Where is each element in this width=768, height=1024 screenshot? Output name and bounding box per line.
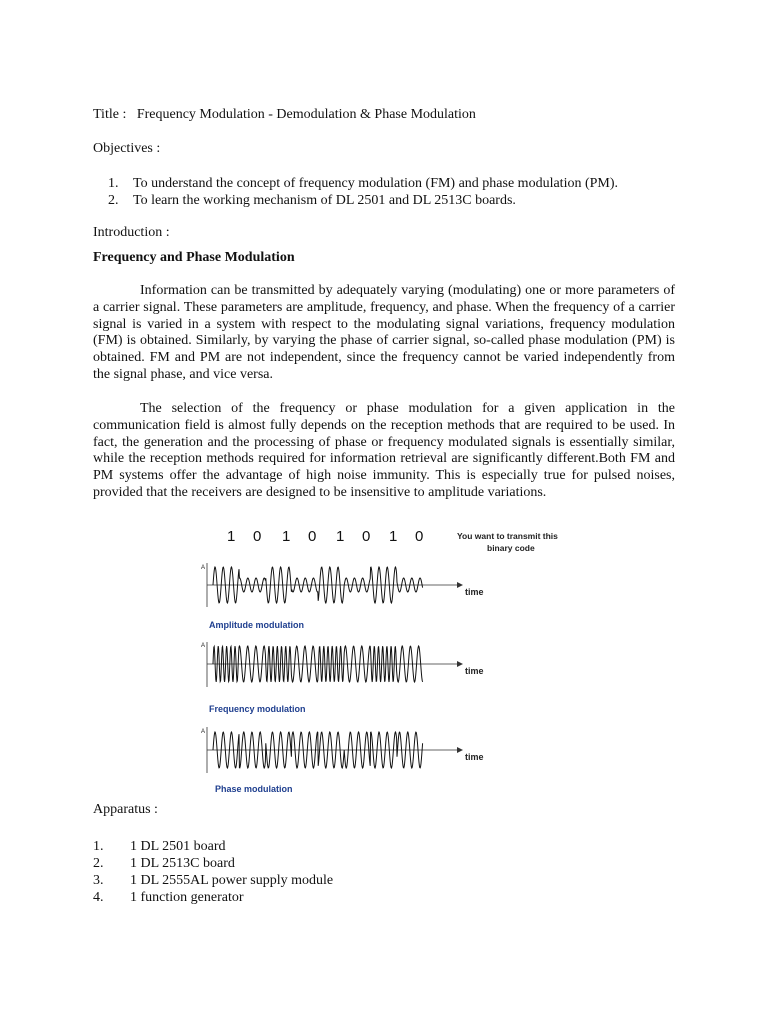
bit-digit: 1 [389,528,398,545]
time-label: time [465,752,484,762]
list-number: 2. [93,856,104,871]
list-number: 2. [108,193,119,208]
bit-digit: 0 [415,528,424,545]
title-line: Title : Frequency Modulation - Demodulation & Phase Modulation [93,107,476,122]
apparatus-list [93,838,333,906]
bit-digit: 1 [282,528,291,545]
list-item [108,192,618,209]
list-number: 1. [108,176,119,191]
list-text: 1 DL 2501 board [130,839,226,854]
list-number: 4. [93,890,104,905]
list-number: 3. [93,873,104,888]
axis-symbol: A [201,565,206,571]
bit-digit: 0 [362,528,371,545]
bit-digit: 1 [336,528,345,545]
list-item [93,838,333,855]
time-label: time [465,666,484,676]
objectives-heading: Objectives : [93,141,161,156]
list-text: 1 DL 2513C board [130,856,235,871]
objectives-list [108,175,618,209]
time-label: time [465,587,484,597]
bit-digit: 1 [227,528,236,545]
axis-symbol: A [201,729,206,735]
list-number: 1. [93,839,104,854]
list-item [93,889,333,906]
list-item [93,872,333,889]
list-text: 1 DL 2555AL power supply module [130,873,334,888]
section-heading: Frequency and Phase Modulation [93,250,295,265]
list-text: To learn the working mechanism of DL 2501 and DL 2513C boards. [133,193,516,208]
paragraph-1: Information can be transmitted by adequately varying (modulating) one or more parameters of a carrier signal. These parameters are amplitude, frequency, and phase. When the frequency of a carrier signal is varied in a system with respect to the modulating signal variations, frequency modulation (FM) is obtained. Similarly, by varying the phase of carrier signal, so-called phase modulation (PM) is obtained. FM and PM are not independent, since the frequency cannot be varied independently from the signal phase, and vice versa. [93,283,675,382]
pm-caption: Phase modulation [215,784,293,794]
axis-arrow [457,747,463,753]
apparatus-heading: Apparatus : [93,802,158,817]
fm-caption: Frequency modulation [209,704,306,714]
axis-symbol: A [201,643,206,649]
modulation-diagram [195,527,585,797]
list-item [108,175,618,192]
bit-digit: 0 [253,528,262,545]
bit-digit: 0 [308,528,317,545]
axis-arrow [457,582,463,588]
list-item [93,855,333,872]
list-text: 1 function generator [130,890,244,905]
paragraph-2: The selection of the frequency or phase modulation for a given application in the communication field is almost fully depends on the reception methods that are required to be used. In fact, the generation and the processing of phase or frequency modulated signals is essentially similar, while the reception methods required for information retrieval are significantly different.Both FM and PM systems offer the advantage of high noise immunity. This is especially true for pulsed noises, provided that the receivers are designed to be insensitive to amplitude variations. [93,401,675,500]
modulation-figure [195,527,585,797]
axis-arrow [457,661,463,667]
figure-note-line-2: binary code [487,543,535,553]
am-caption: Amplitude modulation [209,620,304,630]
list-text: To understand the concept of frequency modulation (FM) and phase modulation (PM). [133,176,619,191]
introduction-heading: Introduction : [93,225,170,240]
figure-note-line-1: You want to transmit this [457,531,558,541]
